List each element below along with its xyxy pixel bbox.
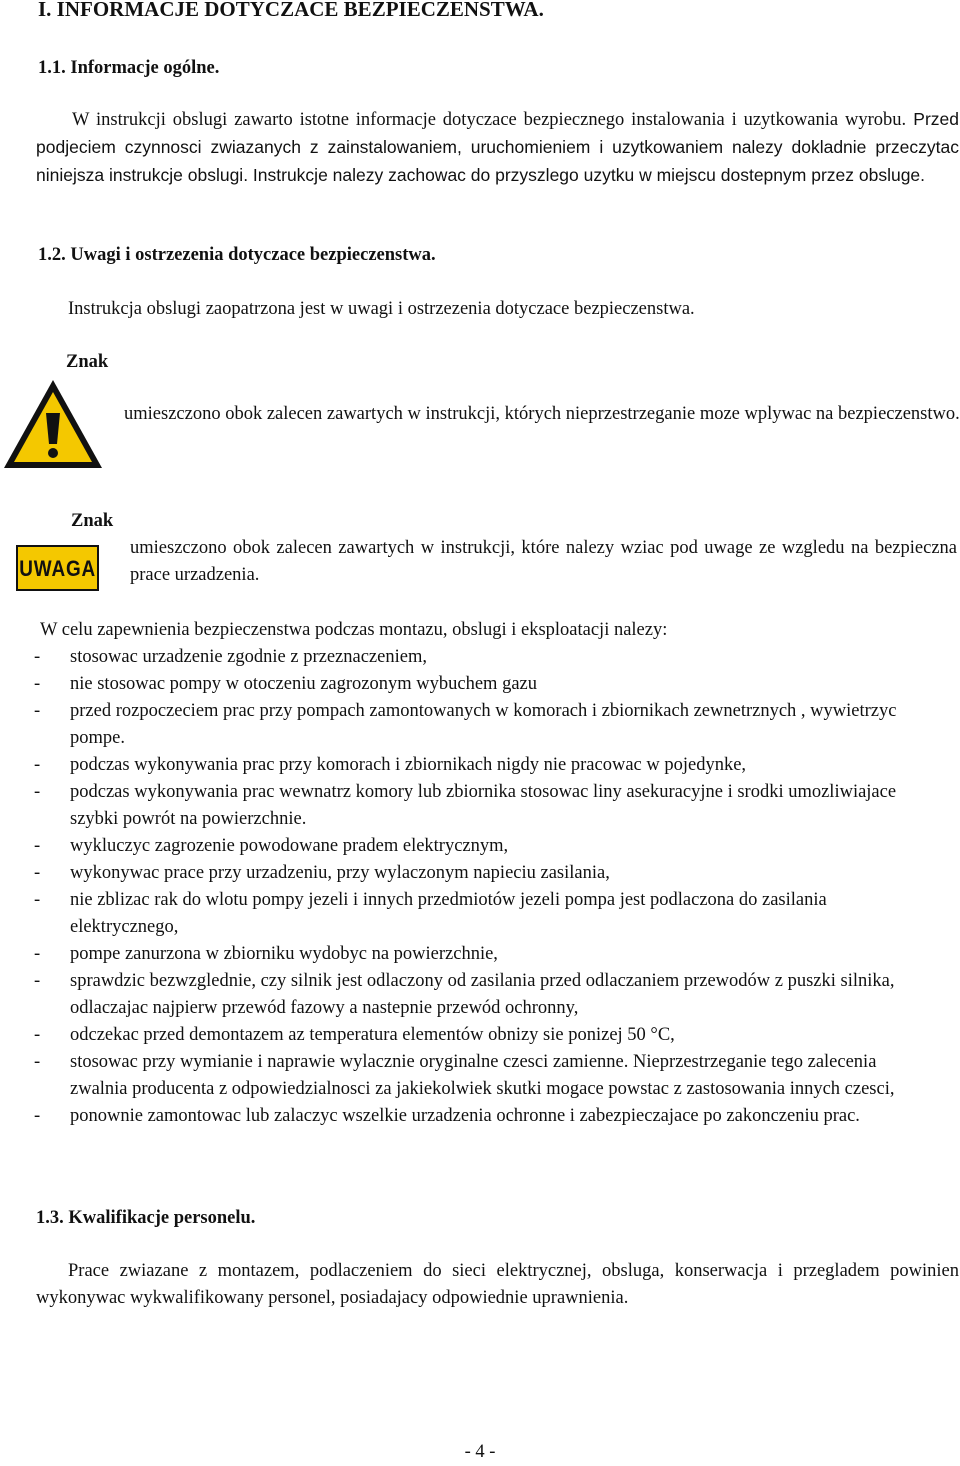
uwaga-label-icon bbox=[16, 545, 99, 591]
list-item-text: podczas wykonywania prac przy komorach i zbiornikach nigdy nie pracowac w pojedynke, bbox=[70, 755, 747, 775]
list-item-text: pompe zanurzona w zbiorniku wydobyc na powierzchnie, bbox=[70, 944, 498, 964]
list-item-text: stosowac przy wymianie i naprawie wylacznie oryginalne czesci zamienne. Nieprzestrzeganie tego zalecenia zwalnia producenta z odpowiedzialnosci za jakiekolwiek skutki mogace powstac z zastosowania innych czesci, bbox=[70, 1052, 895, 1099]
sign2-description: umieszczono obok zalecen zawartych w instrukcji, które nalezy wziac pod uwage ze wzgledu na bezpieczna prace urzadzenia. bbox=[130, 538, 957, 585]
list-item bbox=[34, 752, 934, 779]
list-item-text: nie zblizac rak do wlotu pompy jezeli i innych przedmiotów jezeli pompa jest podlaczona do zasilania elektrycznego, bbox=[70, 890, 827, 937]
list-item bbox=[34, 1049, 934, 1103]
list-item-text: przed rozpoczeciem prac przy pompach zamontowanych w komorach i zbiornikach zewnetrznych , wywietrzyc pompe. bbox=[70, 701, 897, 748]
list-item-text: sprawdzic bezwzglednie, czy silnik jest odlaczony od zasilania przed odlaczaniem przewodów z puszki silnika, odlaczajac najpierw przewód fazowy a nastepnie przewód ochronny, bbox=[70, 971, 895, 1018]
list-dash: - bbox=[34, 971, 41, 991]
list-item bbox=[34, 779, 934, 833]
heading-1-1: 1.1. Informacje ogólne. bbox=[38, 58, 220, 78]
paragraph-general-info-part1: W instrukcji obslugi zawarto istotne informacje dotyczace bezpiecznego instalowania i uzytkowania wyrobu. bbox=[72, 110, 907, 130]
list-item bbox=[34, 941, 934, 968]
section-title: I. INFORMACJE DOTYCZACE BEZPIECZENSTWA. bbox=[38, 0, 544, 21]
list-item-text: wykonywac prace przy urzadzeniu, przy wylaczonym napieciu zasilania, bbox=[70, 863, 610, 883]
list-item bbox=[34, 833, 934, 860]
paragraph-qualifications: Prace zwiazane z montazem, podlaczeniem do sieci elektrycznej, obsluga, konserwacja i przegladem powinien wykonywac wykwalifikowany personel, posiadajacy odpowiednie uprawnienia. bbox=[36, 1261, 959, 1308]
heading-1-2: 1.2. Uwagi i ostrzezenia dotyczace bezpieczenstwa. bbox=[38, 245, 436, 265]
list-item bbox=[34, 671, 934, 698]
sign1-description: umieszczono obok zalecen zawartych w instrukcji, których nieprzestrzeganie moze wplywac na bezpieczenstwo. bbox=[124, 404, 960, 424]
list-item bbox=[34, 698, 934, 752]
list-item-text: odczekac przed demontazem az temperatura elementów obnizy sie ponizej 50 °C, bbox=[70, 1025, 675, 1045]
list-item-text: wykluczyc zagrozenie powodowane pradem elektrycznym, bbox=[70, 836, 509, 856]
list-item bbox=[34, 887, 934, 941]
sign1-label: Znak bbox=[66, 352, 109, 372]
list-item bbox=[34, 644, 934, 671]
paragraph-general-info bbox=[36, 106, 959, 190]
paragraph-general-info-part2: Przed podjeciem czynnosci zwiazanych z zainstalowaniem, uruchomieniem i uzytkowaniem nalezy dokladnie przeczytac niniejsza instrukcje obslugi. Instrukcje nalezy zachowac do przyszlego uzytku w miejscu dostepnym przez obsluge. bbox=[36, 109, 959, 185]
list-dash: - bbox=[34, 863, 41, 883]
page-number: - 4 - bbox=[464, 1442, 496, 1462]
list-dash: - bbox=[34, 1025, 41, 1045]
list-item-text: nie stosowac pompy w otoczeniu zagrozonym wybuchem gazu bbox=[70, 674, 537, 694]
list-dash: - bbox=[34, 944, 41, 964]
heading-1-3: 1.3. Kwalifikacje personelu. bbox=[36, 1208, 256, 1228]
uwaga-badge-text: UWAGA bbox=[19, 555, 96, 581]
list-dash: - bbox=[34, 836, 41, 856]
list-item-text: stosowac urzadzenie zgodnie z przeznaczeniem, bbox=[70, 647, 427, 667]
list-item bbox=[34, 860, 934, 887]
warnings-intro: Instrukcja obslugi zaopatrzona jest w uwagi i ostrzezenia dotyczace bezpieczenstwa. bbox=[68, 299, 695, 319]
list-item-text: ponownie zamontowac lub zalaczyc wszelkie urzadzenia ochronne i zabezpieczajace po zakonczeniu prac. bbox=[70, 1106, 860, 1126]
list-dash: - bbox=[34, 890, 41, 910]
list-dash: - bbox=[34, 1052, 41, 1072]
warning-triangle-icon bbox=[2, 378, 104, 470]
list-dash: - bbox=[34, 755, 41, 775]
list-item-text: podczas wykonywania prac wewnatrz komory lub zbiornika stosowac liny asekuracyjne i srodki umozliwiajace szybki powrót na powierzchnie. bbox=[70, 782, 897, 829]
list-item bbox=[34, 1103, 934, 1130]
list-item bbox=[34, 968, 934, 1022]
list-dash: - bbox=[34, 701, 41, 721]
sign2-label: Znak bbox=[71, 511, 114, 531]
list-dash: - bbox=[34, 647, 41, 667]
list-dash: - bbox=[34, 782, 41, 802]
list-dash: - bbox=[34, 1106, 41, 1126]
list-item bbox=[34, 1022, 934, 1049]
list-dash: - bbox=[34, 674, 41, 694]
list-intro: W celu zapewnienia bezpieczenstwa podczas montazu, obslugi i eksploatacji nalezy: bbox=[40, 620, 668, 640]
safety-list bbox=[34, 617, 934, 1130]
